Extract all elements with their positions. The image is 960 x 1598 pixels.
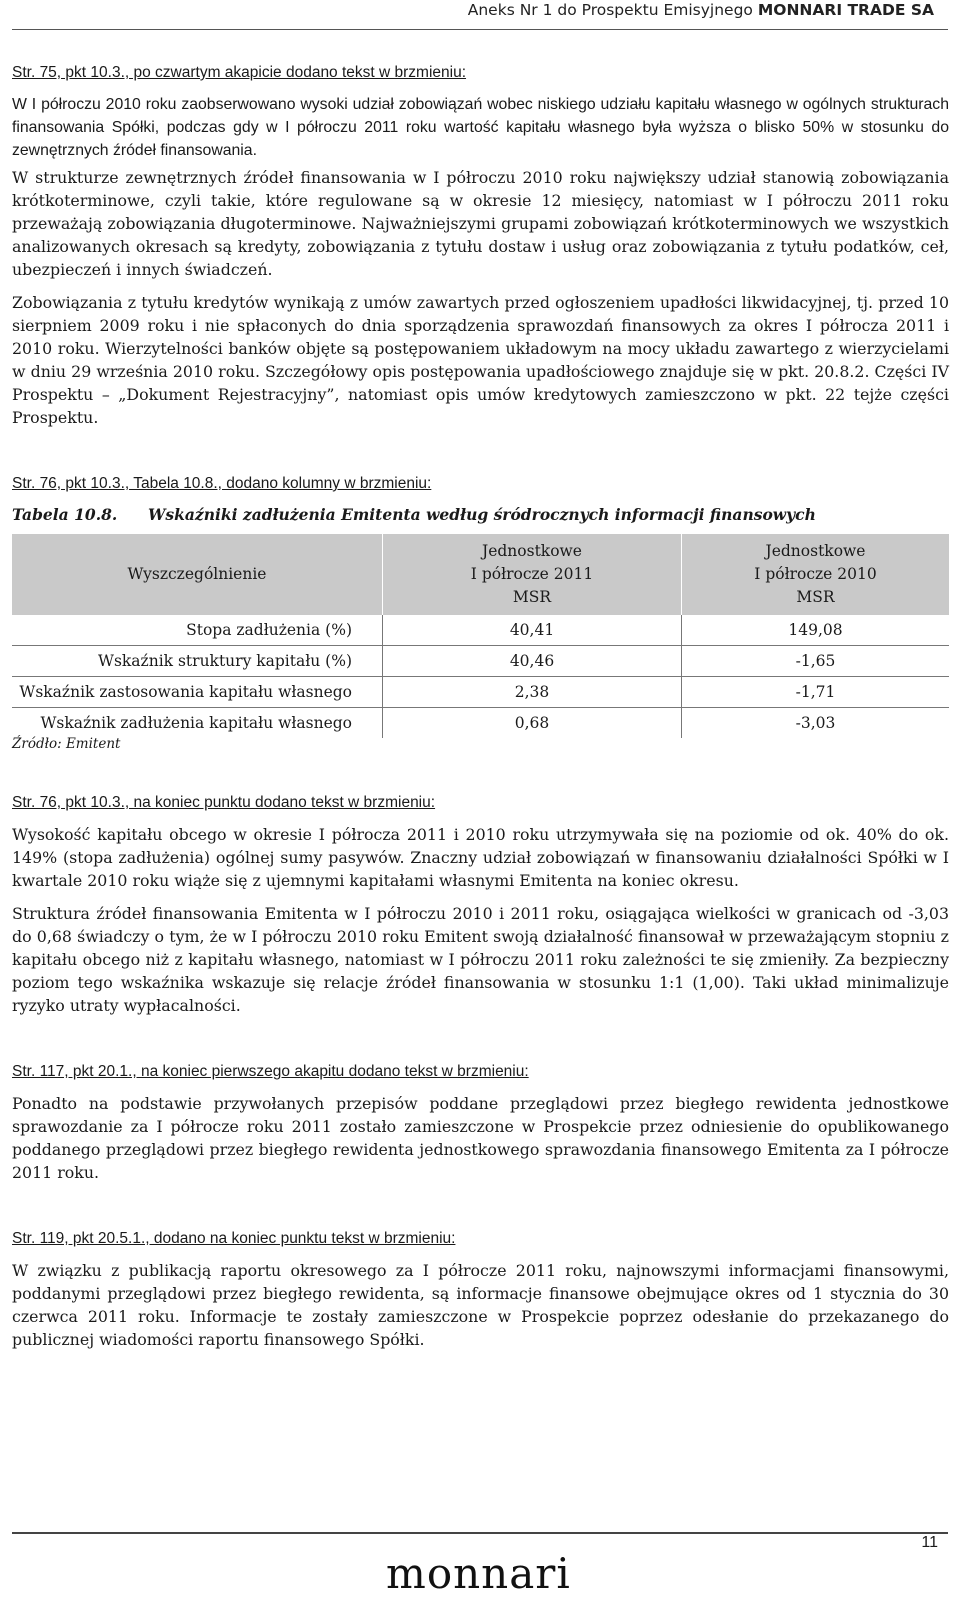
paragraph: W strukturze zewnętrznych źródeł finansowania w I półroczu 2010 roku największy udział stanowią zobowiązania krótkoterminowe, czyli takie, które regulowane są w okresie 12 miesięcy, natomiast w I półroczu 2011 roku przeważają zobowiązania długoterminowe. Najważniejszymi grupami zobowiązań krótkoterminowych we wszystkich analizowanych okresach są kredyty, zobowiązania z tytułu dostaw i usług oraz zobowiązania z tytułu podatków, ceł, ubezpieczeń i innych świadczeń. <box>12 168 949 279</box>
header-line: MSR <box>796 588 835 606</box>
header-company: MONNARI TRADE SA <box>757 1 934 19</box>
page-number: 11 <box>921 1534 938 1551</box>
table-caption-number: Tabela 10.8. <box>12 505 118 524</box>
table-row <box>12 646 949 677</box>
header-prefix: Aneks Nr 1 do Prospektu Emisyjnego <box>467 1 758 19</box>
section-heading: Str. 76, pkt 10.3., na koniec punktu dodano tekst w brzmieniu: <box>12 794 436 811</box>
header-cell-2010 <box>682 534 949 615</box>
paragraph: Ponadto na podstawie przywołanych przepisów poddane przeglądowi przez biegłego rewidenta jednostkowe sprawozdanie za I półrocze roku 2011 zostało zamieszczone w Prospekcie przez odniesienie do opublikowanego poddanego przeglądowi przez biegłego rewidenta jednostkowego sprawozdania finansowego Emitenta za I półrocze 2011 roku. <box>12 1094 949 1182</box>
table-row <box>12 615 949 646</box>
table-source: Źródło: Emitent <box>12 736 121 752</box>
footer-divider <box>12 1532 948 1534</box>
value-2011: 40,46 <box>383 646 682 677</box>
header-line: Jednostkowe <box>482 542 582 560</box>
value-2010: -1,65 <box>682 646 949 677</box>
row-label: Wskaźnik zadłużenia kapitału własnego <box>12 708 383 738</box>
debt-ratios-table <box>12 534 949 738</box>
value-2011: 40,41 <box>383 615 682 646</box>
header-line: Jednostkowe <box>765 542 866 560</box>
table-caption-title: Wskaźniki zadłużenia Emitenta według śródrocznych informacji finansowych <box>148 505 816 524</box>
table-caption <box>12 505 949 524</box>
table-header-row <box>12 534 949 615</box>
value-2010: -1,71 <box>682 677 949 708</box>
logo-text: monnari <box>386 1549 571 1598</box>
paragraph: W związku z publikacją raportu okresowego za I półrocze 2011 roku, najnowszymi informacjami finansowymi, poddanymi przeglądowi przez biegłego rewidenta, są informacje finansowe obejmujące okres od 1 stycznia do 30 czerwca 2011 roku. Informacje te zostały zamieszczone w Prospekcie poprzez odesłanie do przekazanego do publicznej wiadomości raportu finansowego Spółki. <box>12 1261 949 1349</box>
paragraph: Wysokość kapitału obcego w okresie I półrocza 2011 i 2010 roku utrzymywała się na poziomie od ok. 40% do ok. 149% (stopa zadłużenia) ogólnej sumy pasywów. Znaczny udział zobowiązań w finansowaniu działalności Spółki w I kwartale 2010 roku wiąże się z ujemnymi kapitałami własnymi Emitenta na koniec okresu. <box>12 825 949 890</box>
document-body <box>12 62 949 1361</box>
value-2011: 2,38 <box>383 677 682 708</box>
row-label: Wskaźnik zastosowania kapitału własnego <box>12 677 383 708</box>
table-row <box>12 708 949 738</box>
header-cell-description: Wyszczególnienie <box>12 534 383 615</box>
page-header <box>12 0 948 30</box>
paragraph: W I półroczu 2010 roku zaobserwowano wysoki udział zobowiązań wobec niskiego udziału kapitału własnego w ogólnych strukturach finansowania Spółki, podczas gdy w I półroczu 2011 roku wartość kapitału własnego była wyższa o blisko 50% w stosunku do zewnętrznych źródeł finansowania. <box>12 96 949 159</box>
section-heading: Str. 119, pkt 20.5.1., dodano na koniec punktu tekst w brzmieniu: <box>12 1230 456 1247</box>
section-heading: Str. 76, pkt 10.3., Tabela 10.8., dodano kolumny w brzmieniu: <box>12 475 432 492</box>
section-heading: Str. 75, pkt 10.3., po czwartym akapicie dodano tekst w brzmieniu: <box>12 64 467 81</box>
header-line: MSR <box>512 588 552 606</box>
row-label: Stopa zadłużenia (%) <box>12 615 383 646</box>
value-2011: 0,68 <box>383 708 682 738</box>
value-2010: 149,08 <box>682 615 949 646</box>
value-2010: -3,03 <box>682 708 949 738</box>
row-label: Wskaźnik struktury kapitału (%) <box>12 646 383 677</box>
paragraph: Struktura źródeł finansowania Emitenta w I półroczu 2010 i 2011 roku, osiągająca wielkości w granicach od -3,03 do 0,68 świadczy o tym, że w I półroczu 2010 roku Emitent swoją działalność finansował w przeważającym stopniu z kapitału obcego niż z kapitału własnego, natomiast w I półroczu 2011 roku zależności te się zmieniły. Za bezpieczny poziom tego wskaźnika wskazuje się relacje źródeł finansowania w stosunku 1:1 (1,00). Taki układ minimalizuje ryzyko utraty wypłacalności. <box>12 904 949 1015</box>
header-line: I półrocze 2011 <box>470 565 594 583</box>
table-row <box>12 677 949 708</box>
paragraph: Zobowiązania z tytułu kredytów wynikają z umów zawartych przed ogłoszeniem upadłości likwidacyjnej, tj. przed 10 sierpniem 2009 roku i nie spłaconych do dnia sporządzenia sprawozdań finansowych za okres I półrocza 2011 i 2010 roku. Wierzytelności banków objęte są postępowaniem układowym na mocy układu zawartego z wierzycielami w dniu 29 września 2010 roku. Szczegółowy opis postępowania upadłościowego znajduje się w pkt. 20.8.2. Części IV Prospektu – „Dokument Rejestracyjny”, natomiast opis umów kredytowych zamieszczono w pkt. 22 tejże części Prospektu. <box>12 293 949 427</box>
header-cell-2011 <box>383 534 682 615</box>
header-line: I półrocze 2010 <box>754 565 877 583</box>
section-heading: Str. 117, pkt 20.1., na koniec pierwszego akapitu dodano tekst w brzmieniu: <box>12 1063 529 1080</box>
